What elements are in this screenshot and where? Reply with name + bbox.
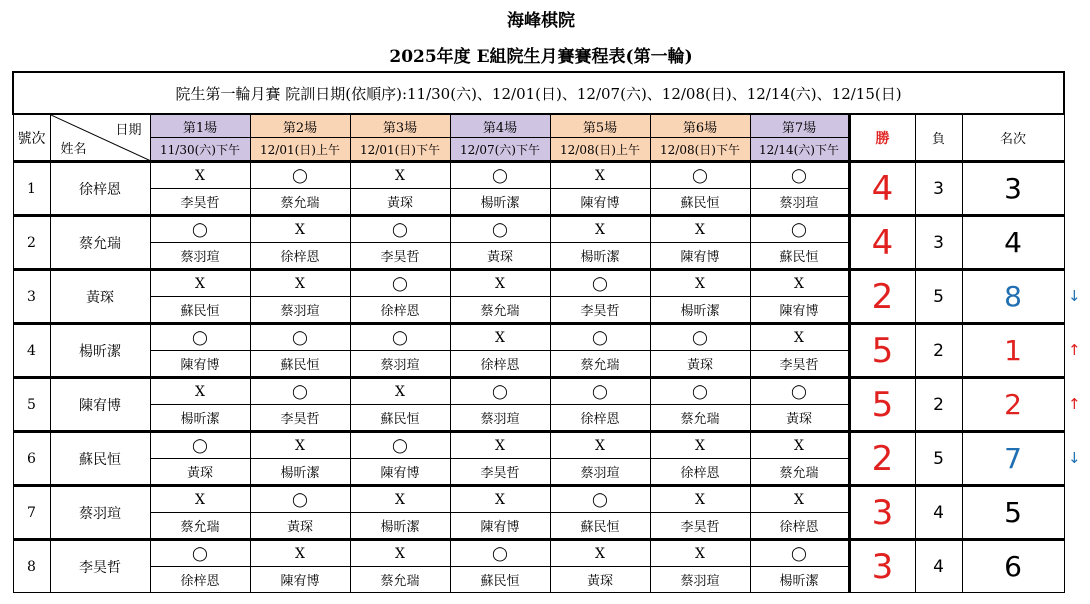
player-name: 楊昕潔 <box>50 324 150 378</box>
rank-value: 6 <box>962 540 1064 593</box>
opponent-name: 李昊哲 <box>250 405 350 432</box>
result-mark: X <box>550 162 650 189</box>
result-mark: X <box>550 432 650 459</box>
player-name: 陳宥博 <box>50 378 150 432</box>
player-number: 5 <box>13 378 50 432</box>
table-row <box>13 432 1064 459</box>
result-mark: ◯ <box>750 540 849 567</box>
wins-count: 4 <box>849 216 915 270</box>
result-mark: X <box>750 270 849 297</box>
opponent-name: 蔡羽瑄 <box>650 567 750 593</box>
header-date: 日期 <box>115 123 142 138</box>
result-mark: ◯ <box>750 162 849 189</box>
round-label-2: 第2場 <box>250 114 350 138</box>
result-mark: X <box>150 162 250 189</box>
opponent-name: 蔡允瑞 <box>250 189 350 216</box>
rank-value: 7 <box>962 432 1064 486</box>
opponent-name: 蔡允瑞 <box>150 513 250 540</box>
losses-count: 4 <box>915 540 962 593</box>
player-name: 黃琛 <box>50 270 150 324</box>
opponent-name: 蔡允瑞 <box>650 405 750 432</box>
result-mark: X <box>450 432 550 459</box>
round-date-5: 12/08(日)上午 <box>550 138 650 162</box>
result-mark: X <box>550 540 650 567</box>
schedule-table <box>12 71 1065 593</box>
arrow-down-icon: ↓ <box>1068 286 1081 305</box>
opponent-name: 陳宥博 <box>350 459 450 486</box>
result-mark: ◯ <box>150 216 250 243</box>
losses-count: 2 <box>915 324 962 378</box>
player-name: 蘇民恒 <box>50 432 150 486</box>
wins-count: 5 <box>849 324 915 378</box>
opponent-name: 李昊哲 <box>750 351 849 378</box>
opponent-name: 蘇民恒 <box>750 243 849 270</box>
table-row <box>13 486 1064 513</box>
result-mark: ◯ <box>450 378 550 405</box>
result-mark: ◯ <box>350 432 450 459</box>
result-mark: X <box>450 270 550 297</box>
opponent-name: 蘇民恒 <box>550 513 650 540</box>
player-number: 2 <box>13 216 50 270</box>
org-name: 海峰棋院 <box>507 11 575 31</box>
opponent-name: 蔡羽瑄 <box>350 351 450 378</box>
arrow-up-icon: ↑ <box>1068 340 1081 359</box>
opponent-name: 徐梓恩 <box>650 459 750 486</box>
result-mark: ◯ <box>550 324 650 351</box>
result-mark: X <box>350 486 450 513</box>
table-row <box>13 378 1064 405</box>
header-name: 姓名 <box>60 142 87 157</box>
player-number: 6 <box>13 432 50 486</box>
result-mark: ◯ <box>750 378 849 405</box>
arrow-up-icon: ↑ <box>1068 394 1081 413</box>
losses-count: 3 <box>915 216 962 270</box>
result-mark: X <box>150 270 250 297</box>
result-mark: X <box>450 486 550 513</box>
opponent-name: 楊昕潔 <box>150 405 250 432</box>
opponent-name: 蔡允瑞 <box>450 297 550 324</box>
wins-count: 2 <box>849 270 915 324</box>
result-mark: X <box>650 216 750 243</box>
table-row <box>13 540 1064 567</box>
result-mark: X <box>150 486 250 513</box>
page-title: 2025年度 E組院生月賽賽程表(第一輪) <box>389 47 693 67</box>
result-mark: ◯ <box>250 486 350 513</box>
opponent-name: 黃琛 <box>750 405 849 432</box>
opponent-name: 李昊哲 <box>550 297 650 324</box>
player-number: 7 <box>13 486 50 540</box>
wins-count: 3 <box>849 540 915 593</box>
opponent-name: 楊昕潔 <box>250 459 350 486</box>
opponent-name: 楊昕潔 <box>650 297 750 324</box>
result-mark: ◯ <box>650 162 750 189</box>
opponent-name: 李昊哲 <box>150 189 250 216</box>
wins-count: 3 <box>849 486 915 540</box>
opponent-name: 黃琛 <box>450 243 550 270</box>
losses-count: 5 <box>915 432 962 486</box>
rank-value: 3 <box>962 162 1064 216</box>
header-win: 勝 <box>849 114 915 162</box>
result-mark: X <box>350 162 450 189</box>
header-no: 號次 <box>13 114 50 162</box>
player-number: 8 <box>13 540 50 593</box>
player-number: 4 <box>13 324 50 378</box>
result-mark: X <box>650 486 750 513</box>
player-name: 蔡羽瑄 <box>50 486 150 540</box>
opponent-name: 徐梓恩 <box>750 513 849 540</box>
result-mark: X <box>750 324 849 351</box>
opponent-name: 蘇民恒 <box>350 405 450 432</box>
result-mark: X <box>150 378 250 405</box>
round-label-5: 第5場 <box>550 114 650 138</box>
opponent-name: 徐梓恩 <box>350 297 450 324</box>
opponent-name: 蘇民恒 <box>150 297 250 324</box>
result-mark: ◯ <box>350 324 450 351</box>
opponent-name: 黃琛 <box>150 459 250 486</box>
header-loss: 負 <box>915 114 962 162</box>
opponent-name: 蔡羽瑄 <box>250 297 350 324</box>
rank-value: 4 <box>962 216 1064 270</box>
opponent-name: 楊昕潔 <box>450 189 550 216</box>
result-mark: ◯ <box>550 378 650 405</box>
result-mark: ◯ <box>150 540 250 567</box>
result-mark: ◯ <box>250 324 350 351</box>
player-name: 蔡允瑞 <box>50 216 150 270</box>
result-mark: ◯ <box>450 162 550 189</box>
result-mark: X <box>650 270 750 297</box>
result-mark: X <box>450 324 550 351</box>
opponent-name: 楊昕潔 <box>350 513 450 540</box>
opponent-name: 陳宥博 <box>650 243 750 270</box>
opponent-name: 徐梓恩 <box>550 405 650 432</box>
opponent-name: 李昊哲 <box>450 459 550 486</box>
wins-count: 5 <box>849 378 915 432</box>
table-row <box>13 270 1064 297</box>
round-date-4: 12/07(六)下午 <box>450 138 550 162</box>
rank-value: 5 <box>962 486 1064 540</box>
info-banner: 院生第一輪月賽 院訓日期(依順序):11/30(六)、12/01(日)、12/07(六)、12/08(日)、12/14(六)、12/15(日) <box>13 72 1064 114</box>
player-name: 徐梓恩 <box>50 162 150 216</box>
result-mark: X <box>650 540 750 567</box>
result-mark: ◯ <box>650 324 750 351</box>
result-mark: ◯ <box>350 216 450 243</box>
opponent-name: 蘇民恒 <box>450 567 550 593</box>
opponent-name: 蘇民恒 <box>250 351 350 378</box>
arrow-down-icon: ↓ <box>1068 448 1081 467</box>
result-mark: X <box>650 432 750 459</box>
opponent-name: 黃琛 <box>550 567 650 593</box>
opponent-name: 陳宥博 <box>450 513 550 540</box>
result-mark: X <box>250 540 350 567</box>
result-mark: ◯ <box>650 378 750 405</box>
opponent-name: 蔡允瑞 <box>550 351 650 378</box>
opponent-name: 黃琛 <box>250 513 350 540</box>
losses-count: 5 <box>915 270 962 324</box>
header-date-name <box>50 114 150 162</box>
rank-value: 2 <box>962 378 1064 432</box>
opponent-name: 蔡允瑞 <box>750 459 849 486</box>
result-mark: ◯ <box>250 162 350 189</box>
player-name: 李昊哲 <box>50 540 150 593</box>
result-mark: ◯ <box>150 432 250 459</box>
opponent-name: 陳宥博 <box>150 351 250 378</box>
result-mark: ◯ <box>550 270 650 297</box>
result-mark: ◯ <box>450 540 550 567</box>
result-mark: X <box>750 432 849 459</box>
round-date-7: 12/14(六)下午 <box>750 138 849 162</box>
opponent-name: 蔡羽瑄 <box>750 189 849 216</box>
rank-value: 8 <box>962 270 1064 324</box>
opponent-name: 徐梓恩 <box>250 243 350 270</box>
round-label-7: 第7場 <box>750 114 849 138</box>
opponent-name: 徐梓恩 <box>150 567 250 593</box>
round-date-1: 11/30(六)下午 <box>150 138 250 162</box>
wins-count: 4 <box>849 162 915 216</box>
result-mark: X <box>550 216 650 243</box>
opponent-name: 蘇民恒 <box>650 189 750 216</box>
opponent-name: 徐梓恩 <box>450 351 550 378</box>
result-mark: ◯ <box>550 486 650 513</box>
opponent-name: 黃琛 <box>350 189 450 216</box>
result-mark: X <box>250 216 350 243</box>
opponent-name: 黃琛 <box>650 351 750 378</box>
result-mark: ◯ <box>350 270 450 297</box>
opponent-name: 李昊哲 <box>350 243 450 270</box>
round-date-2: 12/01(日)上午 <box>250 138 350 162</box>
opponent-name: 蔡羽瑄 <box>450 405 550 432</box>
player-number: 3 <box>13 270 50 324</box>
round-label-1: 第1場 <box>150 114 250 138</box>
result-mark: X <box>750 486 849 513</box>
opponent-name: 蔡羽瑄 <box>150 243 250 270</box>
losses-count: 4 <box>915 486 962 540</box>
result-mark: ◯ <box>150 324 250 351</box>
round-label-6: 第6場 <box>650 114 750 138</box>
header-rank: 名次 <box>962 114 1064 162</box>
opponent-name: 陳宥博 <box>550 189 650 216</box>
result-mark: X <box>350 378 450 405</box>
table-row <box>13 324 1064 351</box>
result-mark: X <box>250 432 350 459</box>
round-label-4: 第4場 <box>450 114 550 138</box>
table-row <box>13 216 1064 243</box>
round-date-3: 12/01(日)下午 <box>350 138 450 162</box>
table-row <box>13 162 1064 189</box>
opponent-name: 李昊哲 <box>650 513 750 540</box>
opponent-name: 陳宥博 <box>750 297 849 324</box>
opponent-name: 蔡羽瑄 <box>550 459 650 486</box>
opponent-name: 蔡允瑞 <box>350 567 450 593</box>
opponent-name: 陳宥博 <box>250 567 350 593</box>
player-number: 1 <box>13 162 50 216</box>
rank-value: 1 <box>962 324 1064 378</box>
losses-count: 3 <box>915 162 962 216</box>
result-mark: ◯ <box>250 378 350 405</box>
round-label-3: 第3場 <box>350 114 450 138</box>
losses-count: 2 <box>915 378 962 432</box>
wins-count: 2 <box>849 432 915 486</box>
opponent-name: 楊昕潔 <box>750 567 849 593</box>
result-mark: ◯ <box>450 216 550 243</box>
round-date-6: 12/08(日)下午 <box>650 138 750 162</box>
opponent-name: 楊昕潔 <box>550 243 650 270</box>
result-mark: X <box>250 270 350 297</box>
result-mark: X <box>350 540 450 567</box>
result-mark: ◯ <box>750 216 849 243</box>
